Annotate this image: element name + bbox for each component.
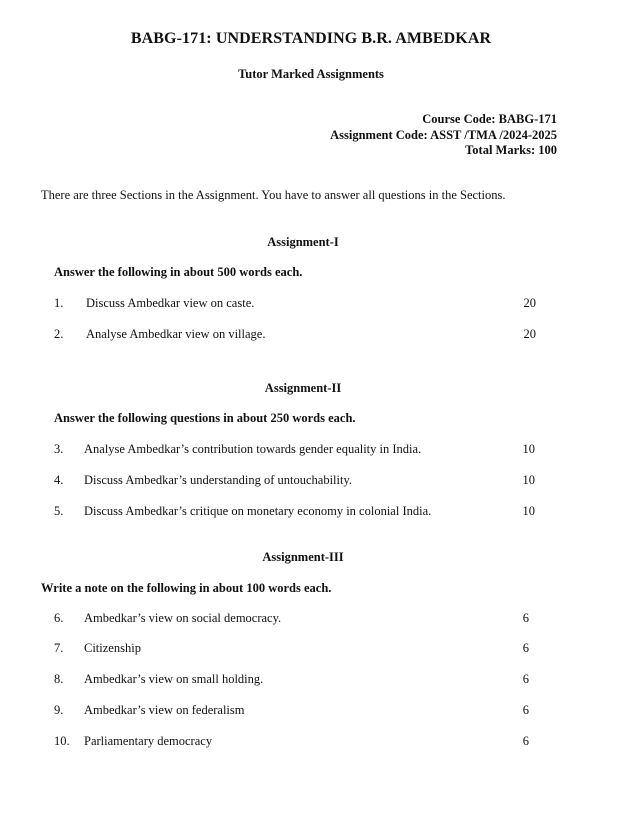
question-number: 4. [54, 473, 64, 487]
question-text: Discuss Ambedkar’s understanding of untouchability. [84, 473, 353, 487]
question-text: Citizenship [84, 641, 141, 655]
section-instruction: Answer the following in about 500 words each. [54, 265, 303, 279]
section-instruction: Answer the following questions in about 250 words each. [54, 411, 356, 425]
question-marks: 6 [522, 611, 529, 625]
section-title: Assignment-III [262, 550, 344, 564]
question-row [0, 327, 622, 345]
question-marks: 20 [523, 327, 536, 341]
question-row [0, 611, 622, 629]
question-text: Analyse Ambedkar view on village. [86, 327, 266, 341]
question-text: Analyse Ambedkar’s contribution towards gender equality in India. [84, 442, 422, 456]
question-marks: 6 [522, 672, 529, 686]
question-row [0, 734, 622, 752]
question-number: 10. [54, 734, 70, 748]
question-text: Discuss Ambedkar view on caste. [86, 296, 255, 310]
question-number: 8. [54, 672, 64, 686]
question-row [0, 296, 622, 314]
question-row [0, 703, 622, 721]
course-info-block [330, 112, 557, 159]
question-marks: 10 [522, 442, 535, 456]
question-text: Ambedkar’s view on small holding. [84, 672, 264, 686]
question-row [0, 641, 622, 659]
question-text: Ambedkar’s view on federalism [84, 703, 245, 717]
question-marks: 10 [522, 504, 535, 518]
question-row [0, 442, 622, 460]
document-title: BABG-171: UNDERSTANDING B.R. AMBEDKAR [130, 30, 492, 47]
question-marks: 20 [523, 296, 536, 310]
question-marks: 6 [522, 641, 529, 655]
question-text: Ambedkar’s view on social democracy. [84, 611, 282, 625]
intro-text: There are three Sections in the Assignment. You have to answer all questions in the Sections. [41, 188, 506, 202]
assignment-code: Assignment Code: ASST /TMA /2024-2025 [330, 127, 557, 142]
question-number: 5. [54, 504, 64, 518]
question-number: 6. [54, 611, 64, 625]
question-text: Discuss Ambedkar’s critique on monetary economy in colonial India. [84, 504, 432, 518]
question-row [0, 672, 622, 690]
question-marks: 6 [522, 703, 529, 717]
question-text: Parliamentary democracy [84, 734, 213, 748]
question-number: 9. [54, 703, 64, 717]
course-code: Course Code: BABG-171 [422, 112, 557, 126]
question-row [0, 473, 622, 491]
question-marks: 6 [522, 734, 529, 748]
document-subtitle: Tutor Marked Assignments [238, 67, 384, 81]
section-title: Assignment-I [267, 235, 339, 249]
total-marks: Total Marks: 100 [465, 143, 557, 157]
section-instruction: Write a note on the following in about 100 words each. [41, 581, 332, 595]
question-number: 7. [54, 641, 64, 655]
question-number: 2. [54, 327, 64, 341]
section-title: Assignment-II [264, 381, 342, 395]
question-marks: 10 [522, 473, 535, 487]
question-number: 3. [54, 442, 64, 456]
question-row [0, 504, 622, 522]
question-number: 1. [54, 296, 64, 310]
